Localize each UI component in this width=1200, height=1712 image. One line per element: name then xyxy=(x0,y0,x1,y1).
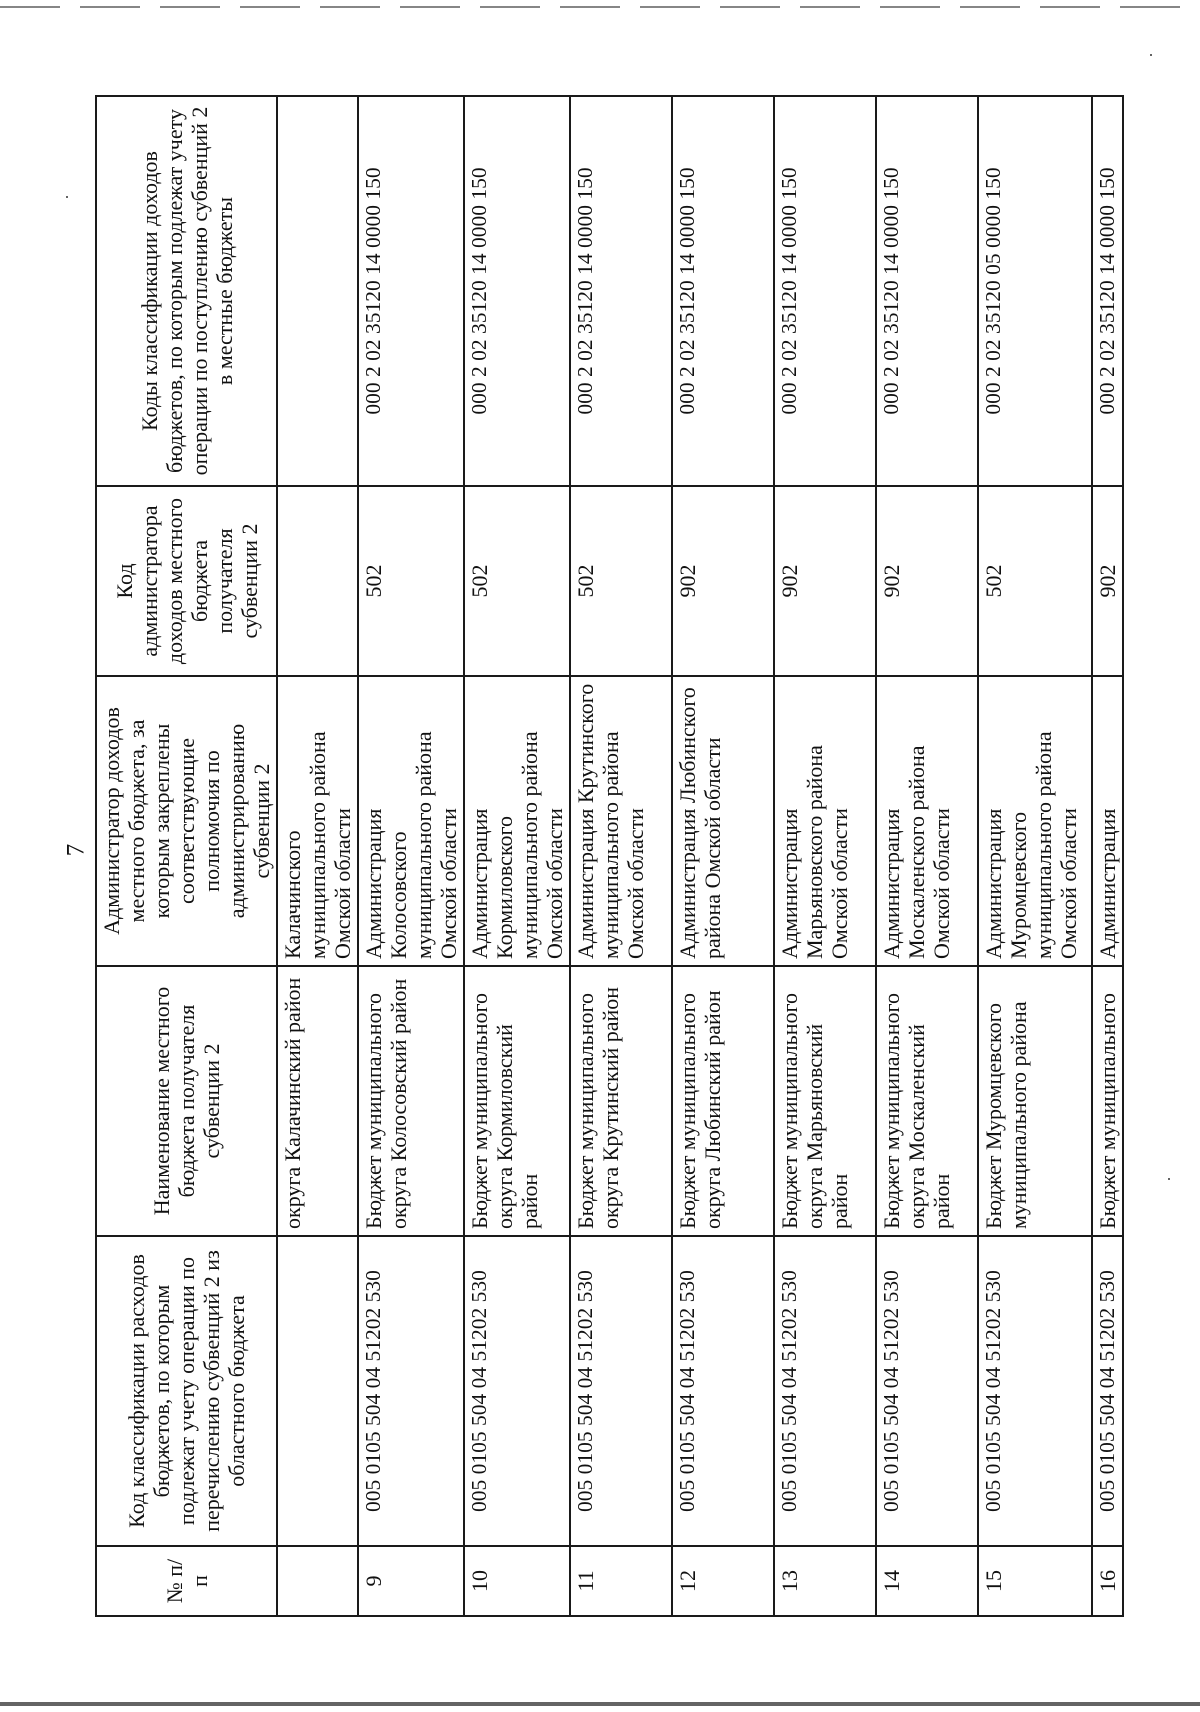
cell-admin-name: Администрация Муромцевского муниципального района Омской области xyxy=(978,676,1092,966)
cell-budget-name: Бюджет муниципального округа Марьяновский район xyxy=(774,966,876,1236)
cell-income-code: 000 2 02 35120 14 0000 150 xyxy=(570,96,672,486)
cell-income-code xyxy=(277,96,358,486)
cell-budget-name: Бюджет Муромцевского муниципального района xyxy=(978,966,1092,1236)
cell-expense-code: 005 0105 504 04 51202 530 xyxy=(978,1236,1092,1546)
cell-admin-name: Администрация Колосовского муниципального района Омской области xyxy=(358,676,464,966)
cell-budget-name: Бюджет муниципального округа Колосовский район xyxy=(358,966,464,1236)
page-number: 7 xyxy=(62,843,90,857)
cell-num: 12 xyxy=(672,1546,774,1616)
cell-income-code: 000 2 02 35120 14 0000 150 xyxy=(358,96,464,486)
scan-edge-top xyxy=(0,6,1200,8)
cell-admin-name: Администрация Кормиловского муниципального района Омской области xyxy=(464,676,570,966)
cell-income-code: 000 2 02 35120 14 0000 150 xyxy=(876,96,978,486)
cell-admin-name: Администрация xyxy=(1092,676,1123,966)
cell-expense-code: 005 0105 504 04 51202 530 xyxy=(1092,1236,1123,1546)
table-row xyxy=(358,96,464,1616)
cell-num: 16 xyxy=(1092,1546,1123,1616)
table-row xyxy=(464,96,570,1616)
cell-admin-name: Администрация Москаленского района Омской области xyxy=(876,676,978,966)
cell-expense-code: 005 0105 504 04 51202 530 xyxy=(358,1236,464,1546)
cell-admin-code: 502 xyxy=(464,486,570,676)
scan-speck xyxy=(1168,1178,1170,1180)
scan-speck xyxy=(66,196,68,198)
cell-num: 14 xyxy=(876,1546,978,1616)
table-row xyxy=(570,96,672,1616)
cell-income-code: 000 2 02 35120 14 0000 150 xyxy=(672,96,774,486)
cell-admin-code: 902 xyxy=(1092,486,1123,676)
cell-income-code: 000 2 02 35120 05 0000 150 xyxy=(978,96,1092,486)
header-admin-name: Администратор доходов местного бюджета, за которым закреплены соответствующие полномочия по администрированию субвенции 2 xyxy=(96,676,277,966)
cell-num: 15 xyxy=(978,1546,1092,1616)
header-income-code: Коды классификации доходов бюджетов, по которым подлежат учету операции по поступлению субвенций 2 в местные бюджеты xyxy=(96,96,277,486)
cell-num: 9 xyxy=(358,1546,464,1616)
cell-num: 11 xyxy=(570,1546,672,1616)
table-row xyxy=(774,96,876,1616)
cell-admin-code: 502 xyxy=(358,486,464,676)
cell-num: 13 xyxy=(774,1546,876,1616)
cell-expense-code: 005 0105 504 04 51202 530 xyxy=(464,1236,570,1546)
cell-admin-name: Калачинского муниципального района Омской области xyxy=(277,676,358,966)
cell-budget-name: Бюджет муниципального округа Кормиловский район xyxy=(464,966,570,1236)
scan-edge-bottom xyxy=(0,1702,1200,1706)
cell-expense-code: 005 0105 504 04 51202 530 xyxy=(876,1236,978,1546)
header-num: № п/п xyxy=(96,1546,277,1616)
cell-budget-name: Бюджет муниципального округа Любинский район xyxy=(672,966,774,1236)
cell-income-code: 000 2 02 35120 14 0000 150 xyxy=(464,96,570,486)
cell-admin-code: 902 xyxy=(774,486,876,676)
cell-expense-code xyxy=(277,1236,358,1546)
cell-admin-name: Администрация Любинского района Омской области xyxy=(672,676,774,966)
cell-admin-name: Администрация Марьяновского района Омской области xyxy=(774,676,876,966)
cell-expense-code: 005 0105 504 04 51202 530 xyxy=(570,1236,672,1546)
cell-income-code: 000 2 02 35120 14 0000 150 xyxy=(774,96,876,486)
cell-num xyxy=(277,1546,358,1616)
cell-budget-name: Бюджет муниципального округа Крутинский район xyxy=(570,966,672,1236)
header-budget-name: Наименование местного бюджета получателя субвенции 2 xyxy=(96,966,277,1236)
cell-budget-name: Бюджет муниципального xyxy=(1092,966,1123,1236)
rotated-table-wrapper xyxy=(95,97,1124,1617)
table-row xyxy=(876,96,978,1616)
header-admin-code: Код администратора доходов местного бюджета получателя субвенции 2 xyxy=(96,486,277,676)
cell-admin-code: 902 xyxy=(876,486,978,676)
cell-budget-name: округа Калачинский район xyxy=(277,966,358,1236)
scan-speck xyxy=(1150,54,1152,56)
table-row xyxy=(672,96,774,1616)
cell-budget-name: Бюджет муниципального округа Москаленский район xyxy=(876,966,978,1236)
cell-expense-code: 005 0105 504 04 51202 530 xyxy=(774,1236,876,1546)
cell-num: 10 xyxy=(464,1546,570,1616)
cell-admin-code: 502 xyxy=(978,486,1092,676)
cell-admin-name: Администрация Крутинского муниципального района Омской области xyxy=(570,676,672,966)
subvention-table xyxy=(95,95,1124,1617)
cell-admin-code: 902 xyxy=(672,486,774,676)
cell-admin-code: 502 xyxy=(570,486,672,676)
table-row xyxy=(978,96,1092,1616)
table-header-row xyxy=(96,96,277,1616)
header-expense-code: Код классификации расходов бюджетов, по которым подлежат учету операции по перечислению субвенций 2 из областного бюджета xyxy=(96,1236,277,1546)
table-row-continuation xyxy=(277,96,358,1616)
cell-expense-code: 005 0105 504 04 51202 530 xyxy=(672,1236,774,1546)
cell-admin-code xyxy=(277,486,358,676)
table-row xyxy=(1092,96,1123,1616)
cell-income-code: 000 2 02 35120 14 0000 150 xyxy=(1092,96,1123,486)
